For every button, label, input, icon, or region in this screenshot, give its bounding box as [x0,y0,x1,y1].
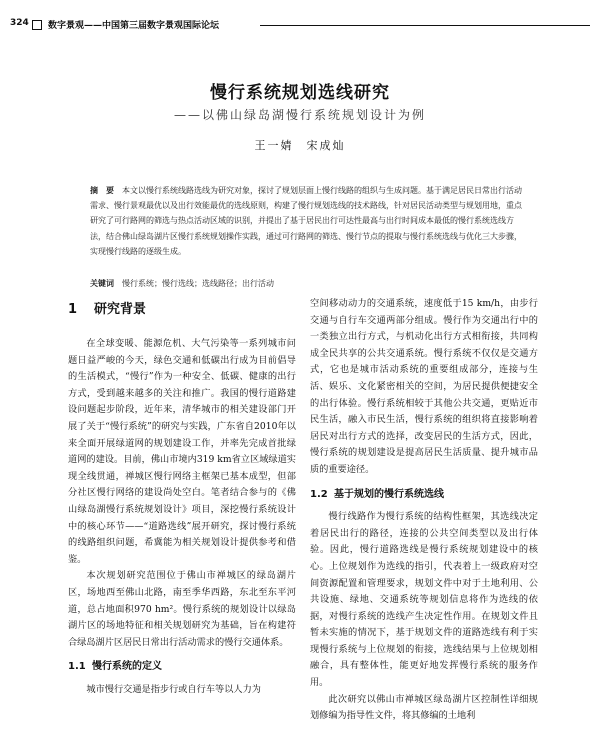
abstract-text: 本文以慢行系统线路选线为研究对象，探讨了规划层面上慢行线路的组织与生成问题。基于满足居民日常出行活动需求、慢行景观最优以及出行效能最优的选线原则，构建了慢行规划选线的技术路线，针对居民活动类型与规划用地，重点研究了可行路网的筛选与热点活动区域的识别，并提出了基于居民出行可达性最高与出行时间成本最低的慢行系统选线方法，结合佛山绿岛湖片区慢行系统规划操作实践，通过可行路网的筛选、慢行节点的提取与慢行系统选线与优化三大步骤，实现慢行线路的逐级生成。 [90,186,522,256]
abstract-label: 摘 要 [90,186,114,195]
paragraph: 空间移动动力的交通系统，速度低于15 km/h，由步行交通与自行车交通两部分组成。慢行作为交通出行中的一类独立出行方式，与机动化出行方式相衔接，共同构成全民共享的公共交通系统。慢行系统不仅仅是交通方式，它也是城市活动系统的重要组成部分，连接与生活、娱乐、文化紧密相关的空间，为居民提供便捷安全的出行体验。慢行系统相较于其他公共交通，更贴近市民生活，融入市民生活，慢行系统的组织将直接影响着居民对出行方式的选择，改变居民的生活方式，因此，慢行系统的规划建设是提高居民生活质量、提升城市品质的重要途径。 [310,298,538,475]
keywords [90,278,522,289]
paper-title: 慢行系统规划选线研究 [210,83,390,103]
section-1-heading [68,298,146,317]
section-1-2-heading [310,487,538,504]
page-number: 324 [10,18,29,28]
paragraph: 慢行线路作为慢行系统的结构性框架，其选线决定着居民出行的路径，连接的公共空间类型以及出行体验。因此，慢行道路选线是慢行系统规划建设中的核心。上位规划作为选线的指引，代表着上一级政府对空间资源配置和管理要求，规划文件中对于土地利用、公共设施、绿地、交通系统等规划信息将作为选线的依据，对慢行系统的选线产生决定性作用。在规划文件且暂未实施的情况下，基于规划文件的道路选线有利于实现慢行系统与上位规划的衔接，选线结果与上位规划相融合，具有整体性，能更好地发挥慢行系统的服务作用。 [310,511,538,689]
header-rule [260,25,590,26]
section-1-1-number: 1.1 [68,661,86,673]
paper-subtitle: ——以佛山绿岛湖慢行系统规划设计为例 [173,108,426,122]
keywords-text: 慢行系统；慢行选线；选线路径；出行活动 [122,279,274,288]
section-1-2-number: 1.2 [310,488,328,500]
running-header [10,18,590,32]
section-1-1-title: 慢行系统的定义 [92,661,162,673]
section-1-2-title: 基于规划的慢行系统选线 [334,488,444,500]
paragraph: 在全球变暖、能源危机、大气污染等一系列城市问题日益严峻的今天，绿色交通和低碳出行成为目前倡导的生活模式，“慢行”作为一种安全、低碳、健康的出行方式，受到越来越多的关注和推广。我国的慢行道路建设问题起步阶段，近年来，清华城市的相关建设部门开展了关于“慢行系统”的研究与实践，广东省自2010年以来全面开展绿道网的规划建设工作，并率先完成首批绿道网的建设。目前，佛山市境内319 km省立区域绿道实现全线贯通，禅城区慢行网络主框架已基本成型，但部分社区慢行网络的建设尚处空白。笔者结合参与的《佛山绿岛湖慢行系统规划设计》项目，深挖慢行系统设计中的核心环节——“道路选线”展开研究，探讨慢行系统的线路组织问题，希冀能为相关规划设计提供参考和借鉴。 [68,338,296,565]
section-1-1-heading [68,659,296,676]
paragraph: 本次规划研究范围位于佛山市禅城区的绿岛湖片区，场地西至佛山北路，南至季华西路，东北至东平河道，总占地面积970 hm²。慢行系统的规划设计以绿岛湖片区的场地特征和相关规划研究为基础，旨在构建符合绿岛湖片区居民日常出行活动需求的慢行交通体系。 [68,570,296,648]
paragraph: 城市慢行交通是指步行或自行车等以人力为 [86,683,261,695]
authors: 王一婧 宋成灿 [254,139,346,152]
journal-name: 数字景观——中国第三届数字景观国际论坛 [48,21,220,31]
paragraph: 此次研究以佛山市禅城区绿岛湖片区控制性详细规划修编为指导性文件，将其修编的土地利 [310,693,538,722]
header-box-icon [32,20,42,30]
right-column [310,296,538,725]
left-column [68,336,296,698]
section-1-title: 研究背景 [94,302,147,317]
abstract [90,183,522,259]
section-1-number: 1 [68,302,78,317]
keywords-label: 关键词 [90,279,114,288]
